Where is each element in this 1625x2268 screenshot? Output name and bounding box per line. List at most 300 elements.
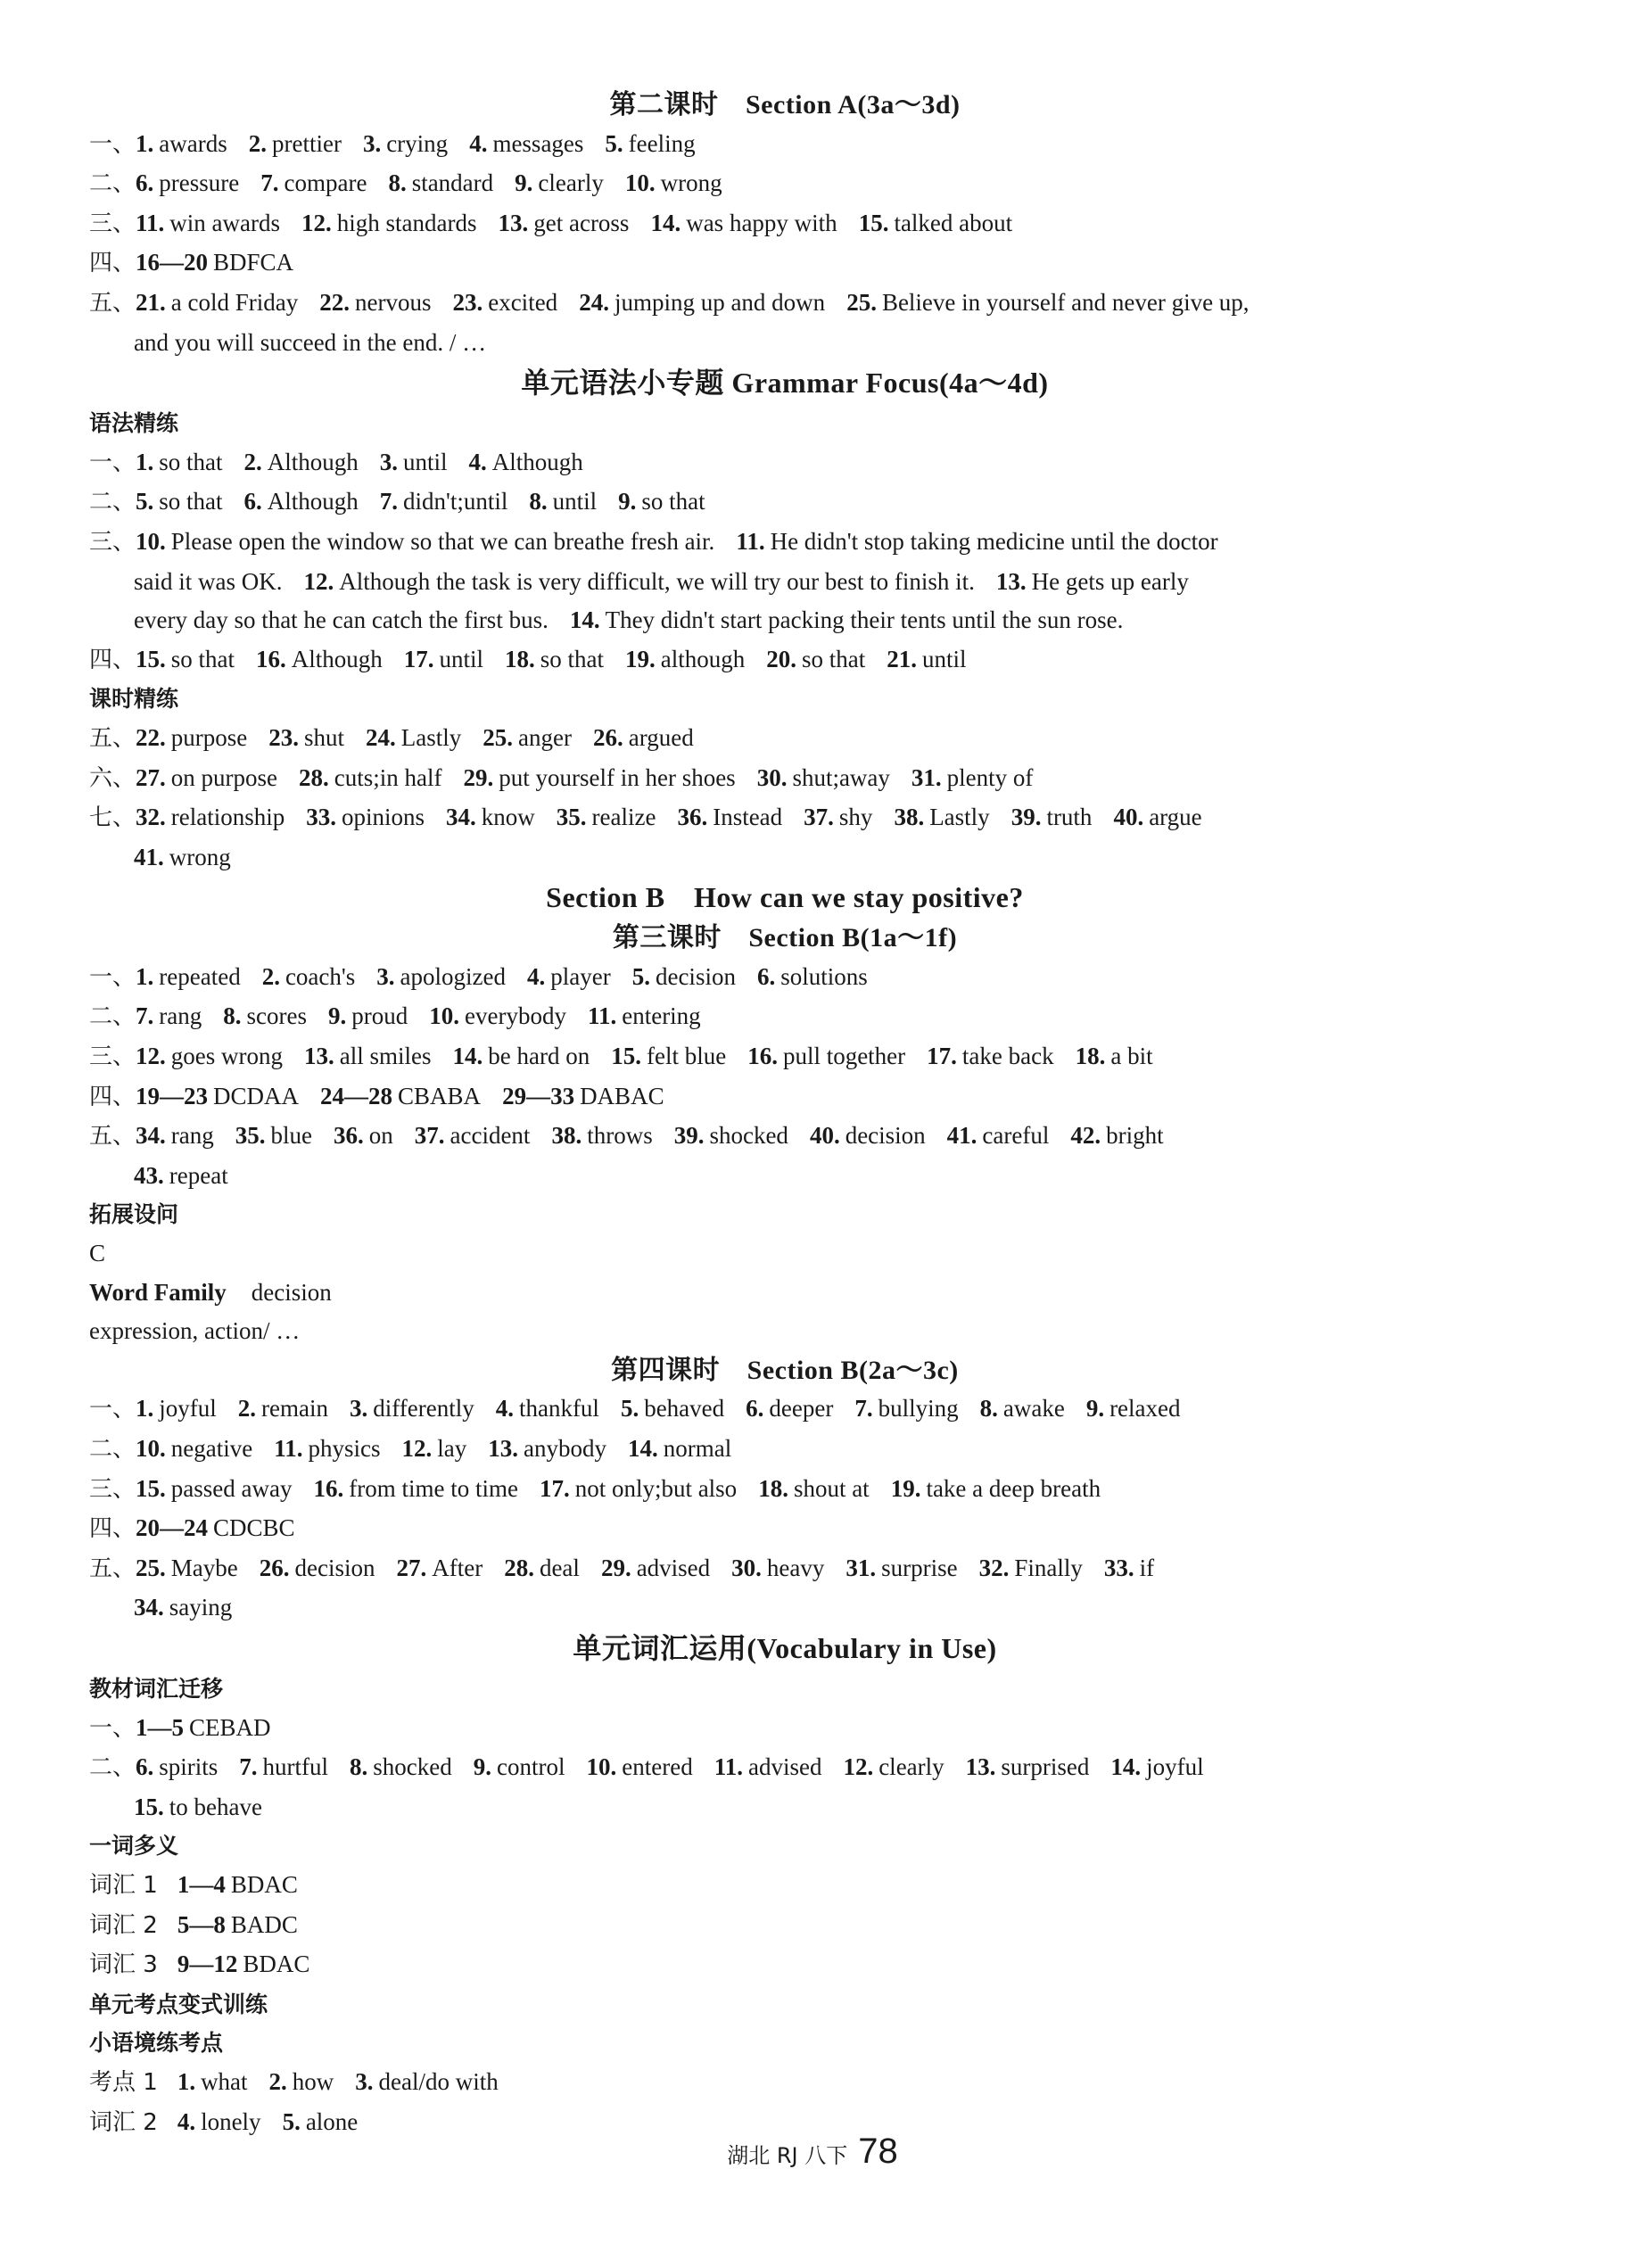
question-number: 35. [556,804,587,831]
answer: every day so that he can catch the first bus. [134,606,549,634]
question-number: 9. [327,1002,347,1030]
answer: careful [982,1122,1050,1150]
answer: differently [373,1395,474,1423]
question-number: 21. [136,288,166,316]
answer: shocked [373,1753,452,1781]
page-number: 78 [858,2132,898,2171]
answer: Finally [1014,1554,1083,1581]
question-group-marker: 四、 [89,646,136,673]
answer-line [89,1037,1481,1077]
answer: nervous [354,288,432,316]
question-number: 20. [766,645,797,672]
question-number: 11. [736,527,765,555]
answer: compare [284,169,367,197]
question-number: 2. [268,2067,287,2095]
answer: put yourself in her shoes [499,763,736,791]
answer: thankful [518,1395,599,1423]
answer-continuation: and you will succeed in the end. / … [134,328,487,356]
question-number: 22. [136,723,166,751]
question-group-marker: 一、 [89,449,136,476]
question-number: 14. [452,1043,483,1070]
question-number: 4. [495,1395,514,1423]
answer: shut;away [792,763,890,791]
answer-line [89,719,1481,759]
question-number: 8. [350,1753,368,1781]
answer: not only;but also [574,1474,738,1502]
question-group-marker: 六、 [89,764,136,792]
question-number: 3. [376,962,395,990]
answer-line [89,1430,1481,1470]
section-title: Section B How can we stay positive? [546,881,1024,914]
footer-edition: 湖北 RJ 八下 [727,2143,848,2168]
answer: Although [491,448,583,475]
answer: Maybe [170,1554,238,1581]
question-number: 25. [846,288,877,316]
question-group-marker: 四、 [89,250,136,277]
answer: so that [540,645,605,672]
answer: surprise [881,1554,958,1581]
answer: behaved [644,1395,725,1423]
question-number: 29—33 [502,1082,575,1109]
question-number: 1. [136,448,154,475]
answer-line [89,443,1481,483]
answer: if [1139,1554,1155,1581]
answer: deal/do with [378,2067,499,2095]
question-number: 32. [978,1554,1010,1581]
answer: everybody [464,1002,566,1030]
question-number: 9. [473,1753,492,1781]
question-number: 3. [355,2067,374,2095]
answer-line [89,284,1481,324]
question-number: 12. [303,567,334,595]
answer: so that [159,448,223,475]
question-number: 17. [927,1043,957,1070]
answer: They didn't start packing their tents until the sun rose. [605,606,1124,634]
question-number: 23. [452,288,483,316]
answer: coach's [285,962,356,990]
question-number: 24. [366,723,396,751]
question-group-marker: 一、 [89,1396,136,1423]
question-number: 21. [887,645,918,672]
answer: heavy [766,1554,825,1581]
question-number: 6. [746,1395,764,1423]
answer: Please open the window so that we can breathe fresh air. [170,527,715,555]
answer: excited [488,288,558,316]
answer-text: C [89,1240,106,1267]
question-number: 31. [911,763,942,791]
answer-line [89,2063,1481,2103]
answer: take back [961,1043,1054,1070]
answer: accident [450,1122,531,1150]
answer-line [89,1748,1481,1788]
page-footer [0,2132,1625,2172]
answer: opinions [342,804,425,831]
answer: how [292,2067,334,2095]
question-number: 5. [631,962,650,990]
question-number: 19. [890,1474,921,1502]
answer-line [89,1470,1481,1510]
answer: until [403,448,448,475]
answer: wrong [169,843,231,870]
question-number: 20—24 [136,1514,209,1542]
answer: jumping up and down [614,288,826,316]
answer: hurtful [262,1753,329,1781]
question-number: 40. [1113,804,1144,831]
question-number: 9. [1085,1395,1105,1423]
answer: shocked [709,1122,788,1150]
question-number: 14. [569,606,600,634]
answer-line [89,1866,1481,1906]
answer-continuation [89,838,1481,878]
question-number: 39. [1010,804,1042,831]
section-title: 第二课时 Section A(3a～3d) [609,90,961,120]
answer: Lastly [400,723,462,751]
question-number: 8. [529,488,548,515]
answer: a cold Friday [170,288,299,316]
question-number: 33. [306,804,336,831]
question-group-marker: 一、 [89,1714,136,1742]
answer: wrong [660,169,722,197]
question-number: 37. [804,804,834,831]
answer-continuation [89,563,1481,602]
word-family-line [89,1274,1481,1313]
question-number: 10. [429,1002,459,1030]
question-number: 30. [756,763,788,791]
answer: CEBAD [189,1713,271,1741]
answer: Although [267,448,359,475]
answer: shout at [793,1474,870,1502]
section-title: 单元词汇运用(Vocabulary in Use) [573,1631,997,1664]
question-number: 11. [136,209,165,236]
answer: physics [308,1435,381,1462]
subsection-label: 语法精练 [89,410,179,437]
answer: know [481,804,535,831]
answer: BDAC [230,1870,298,1898]
answer-line [89,1077,1481,1118]
question-number: 11. [274,1435,303,1462]
answer: deeper [769,1395,834,1423]
answer: all smiles [339,1043,432,1070]
subsection-label: 单元考点变式训练 [89,1991,268,2017]
answer-line [89,640,1481,680]
question-number: 19. [625,645,656,672]
answer-line [89,1117,1481,1157]
subsection-label: 小语境练考点 [89,2030,224,2057]
question-number: 24—28 [320,1082,393,1109]
question-group-marker: 四、 [89,1515,136,1543]
question-number: 14. [627,1435,658,1462]
question-number: 16. [256,645,286,672]
answer: clearly [538,169,604,197]
answer: spirits [159,1753,219,1781]
question-number: 10. [624,169,656,197]
answer-line [89,125,1481,165]
question-number: 41. [946,1122,977,1150]
question-number: 3. [349,1395,368,1423]
question-number: 10. [586,1753,617,1781]
question-number: 34. [136,1122,166,1150]
answer: BDAC [243,1950,310,1978]
answer: pressure [159,169,240,197]
answer: alone [305,2107,359,2135]
question-number: 38. [551,1122,582,1150]
question-number: 7. [379,488,399,515]
answer: get across [533,209,630,236]
answer-line [89,958,1481,998]
question-number: 8. [223,1002,242,1030]
answer: be hard on [488,1043,590,1070]
question-group-marker: 二、 [89,170,136,198]
question-number: 7. [239,1753,258,1781]
question-group-marker: 考点 1 [89,2068,158,2096]
question-number: 5. [605,129,623,157]
answer: anybody [524,1435,606,1462]
answer: Instead [713,804,783,831]
answer: normal [663,1435,732,1462]
answer-line [89,204,1481,244]
answer-continuation [89,1157,1481,1196]
question-number: 43. [134,1161,164,1189]
question-number: 1. [136,129,154,157]
question-number: 31. [845,1554,877,1581]
question-number: 14. [650,209,681,236]
question-number: 7. [136,1002,154,1030]
answer: lonely [201,2107,261,2135]
answer: talked about [894,209,1013,236]
question-group-marker: 一、 [89,963,136,991]
question-number: 40. [809,1122,840,1150]
answer: didn't;until [403,488,508,515]
answer-line [89,523,1481,563]
question-number: 18. [505,645,535,672]
question-number: 13. [304,1043,334,1070]
question-number: 28. [504,1554,534,1581]
answer: until [922,645,967,672]
answer: lay [437,1435,467,1462]
answer: player [550,962,611,990]
question-group-marker: 二、 [89,1003,136,1031]
question-number: 5—8 [177,1910,226,1938]
question-number: 25. [483,723,514,751]
question-group-marker: 五、 [89,1555,136,1582]
question-number: 8. [388,169,407,197]
question-number: 7. [854,1395,873,1423]
question-group-marker: 五、 [89,1123,136,1150]
question-number: 33. [1103,1554,1134,1581]
question-group-marker: 三、 [89,1043,136,1071]
answer: deal [539,1554,580,1581]
answer: rang [170,1122,214,1150]
answer: so that [641,488,705,515]
answer: DCDAA [213,1082,300,1109]
answer: saying [169,1594,233,1621]
answer: anger [518,723,572,751]
answer: until [552,488,598,515]
question-group-marker: 三、 [89,528,136,556]
word-family-answer: decision [251,1278,332,1306]
answer-line [89,1945,1481,1985]
subsection-label: 课时精练 [89,686,179,713]
question-number: 2. [248,129,267,157]
answer: crying [386,129,449,157]
question-group-marker: 五、 [89,289,136,317]
question-number: 9. [515,169,533,197]
answer: relationship [170,804,285,831]
answer-line [89,798,1481,838]
question-number: 29. [463,763,494,791]
answer: scores [246,1002,307,1030]
question-number: 1. [136,962,154,990]
question-group-marker: 词汇 2 [89,1911,158,1939]
question-number: 4. [177,2107,196,2135]
question-number: 4. [469,129,488,157]
answer: high standards [336,209,477,236]
answer: win awards [169,209,280,236]
question-number: 10. [136,1435,166,1462]
question-number: 11. [714,1753,743,1781]
answer: advised [636,1554,711,1581]
answer: shut [304,723,345,751]
question-number: 5. [136,488,154,515]
answer: so that [802,645,866,672]
answer: joyful [1146,1753,1204,1781]
answer: rang [159,1002,202,1030]
question-number: 4. [468,448,487,475]
answer: DABAC [580,1082,664,1109]
question-number: 15. [611,1043,641,1070]
question-number: 12. [301,209,332,236]
answer-continuation [89,1588,1481,1628]
question-number: 37. [414,1122,445,1150]
question-group-marker: 四、 [89,1083,136,1110]
question-number: 17. [403,645,434,672]
question-number: 15. [136,645,166,672]
word-family-label: Word Family [89,1278,227,1306]
question-number: 5. [282,2107,301,2135]
question-number: 13. [488,1435,518,1462]
question-group-marker: 三、 [89,1475,136,1503]
question-number: 6. [136,1753,154,1781]
answer: throws [587,1122,653,1150]
question-number: 9. [618,488,637,515]
question-number: 16. [313,1474,344,1502]
answer: repeat [169,1161,228,1189]
question-number: 1—4 [177,1870,226,1898]
question-number: 24. [579,288,609,316]
question-number: 4. [527,962,546,990]
question-number: 6. [756,962,776,990]
question-number: 12. [401,1435,433,1462]
question-number: 34. [446,804,476,831]
answer: goes wrong [170,1043,283,1070]
answer: relaxed [1109,1395,1181,1423]
question-number: 42. [1070,1122,1101,1150]
answer: argued [628,723,694,751]
answer: decision [845,1122,926,1150]
answer: advised [747,1753,822,1781]
question-number: 12. [843,1753,874,1781]
question-group-marker: 三、 [89,210,136,237]
answer: surprised [1001,1753,1090,1781]
answer-line [89,482,1481,523]
answer-page [89,86,1481,2142]
question-group-marker: 二、 [89,489,136,516]
question-group-marker: 二、 [89,1436,136,1463]
answer: awake [1002,1395,1065,1423]
subsection-label: 一词多义 [89,1833,179,1860]
question-number: 6. [243,488,262,515]
question-number: 35. [235,1122,266,1150]
answer: bright [1106,1122,1164,1150]
answer-line [89,759,1481,799]
answer: proud [351,1002,408,1030]
answer: to behave [169,1793,262,1820]
question-number: 38. [894,804,925,831]
answer: until [439,645,484,672]
question-number: 2. [243,448,262,475]
question-group-marker: 一、 [89,130,136,158]
answer-line [89,243,1481,284]
section-title: 第三课时 Section B(1a～1f) [612,923,958,953]
question-number: 22. [319,288,350,316]
answer: a bit [1110,1043,1153,1070]
answer-line [89,1709,1481,1749]
answer: on purpose [170,763,277,791]
answer: BDFCA [213,249,294,276]
answer-line [89,164,1481,204]
answer: standard [411,169,494,197]
answer: CBABA [398,1082,482,1109]
subsection-label: 教材词汇迁移 [89,1675,224,1702]
question-number: 12. [136,1043,166,1070]
question-number: 9—12 [177,1950,238,1978]
question-number: 2. [237,1395,257,1423]
question-group-marker: 词汇 1 [89,1871,158,1899]
answer: negative [170,1435,253,1462]
answer: clearly [878,1753,944,1781]
answer: argue [1149,804,1202,831]
question-number: 26. [259,1554,290,1581]
question-number: 15. [134,1793,164,1820]
answer: Although [267,488,359,515]
question-number: 15. [858,209,889,236]
answer: CDCBC [213,1514,295,1542]
answer: He didn't stop taking medicine until the doctor [770,527,1218,555]
question-number: 14. [1110,1753,1142,1781]
answer: purpose [170,723,248,751]
answer: truth [1046,804,1093,831]
question-number: 2. [261,962,280,990]
answer: so that [170,645,235,672]
answer: He gets up early [1031,567,1189,595]
question-number: 3. [362,129,382,157]
question-number: 1. [136,1395,154,1423]
answer: although [660,645,746,672]
question-number: 13. [995,567,1027,595]
question-number: 13. [965,1753,996,1781]
question-number: 28. [299,763,329,791]
answer: passed away [170,1474,293,1502]
answer: realize [591,804,656,831]
answer: decision [294,1554,375,1581]
question-number: 13. [498,209,529,236]
answer: take a deep breath [926,1474,1101,1502]
answer-text: expression, action/ … [89,1317,301,1345]
answer: After [432,1554,483,1581]
answer: joyful [159,1395,217,1423]
question-number: 27. [136,763,166,791]
question-number: 18. [1075,1043,1106,1070]
